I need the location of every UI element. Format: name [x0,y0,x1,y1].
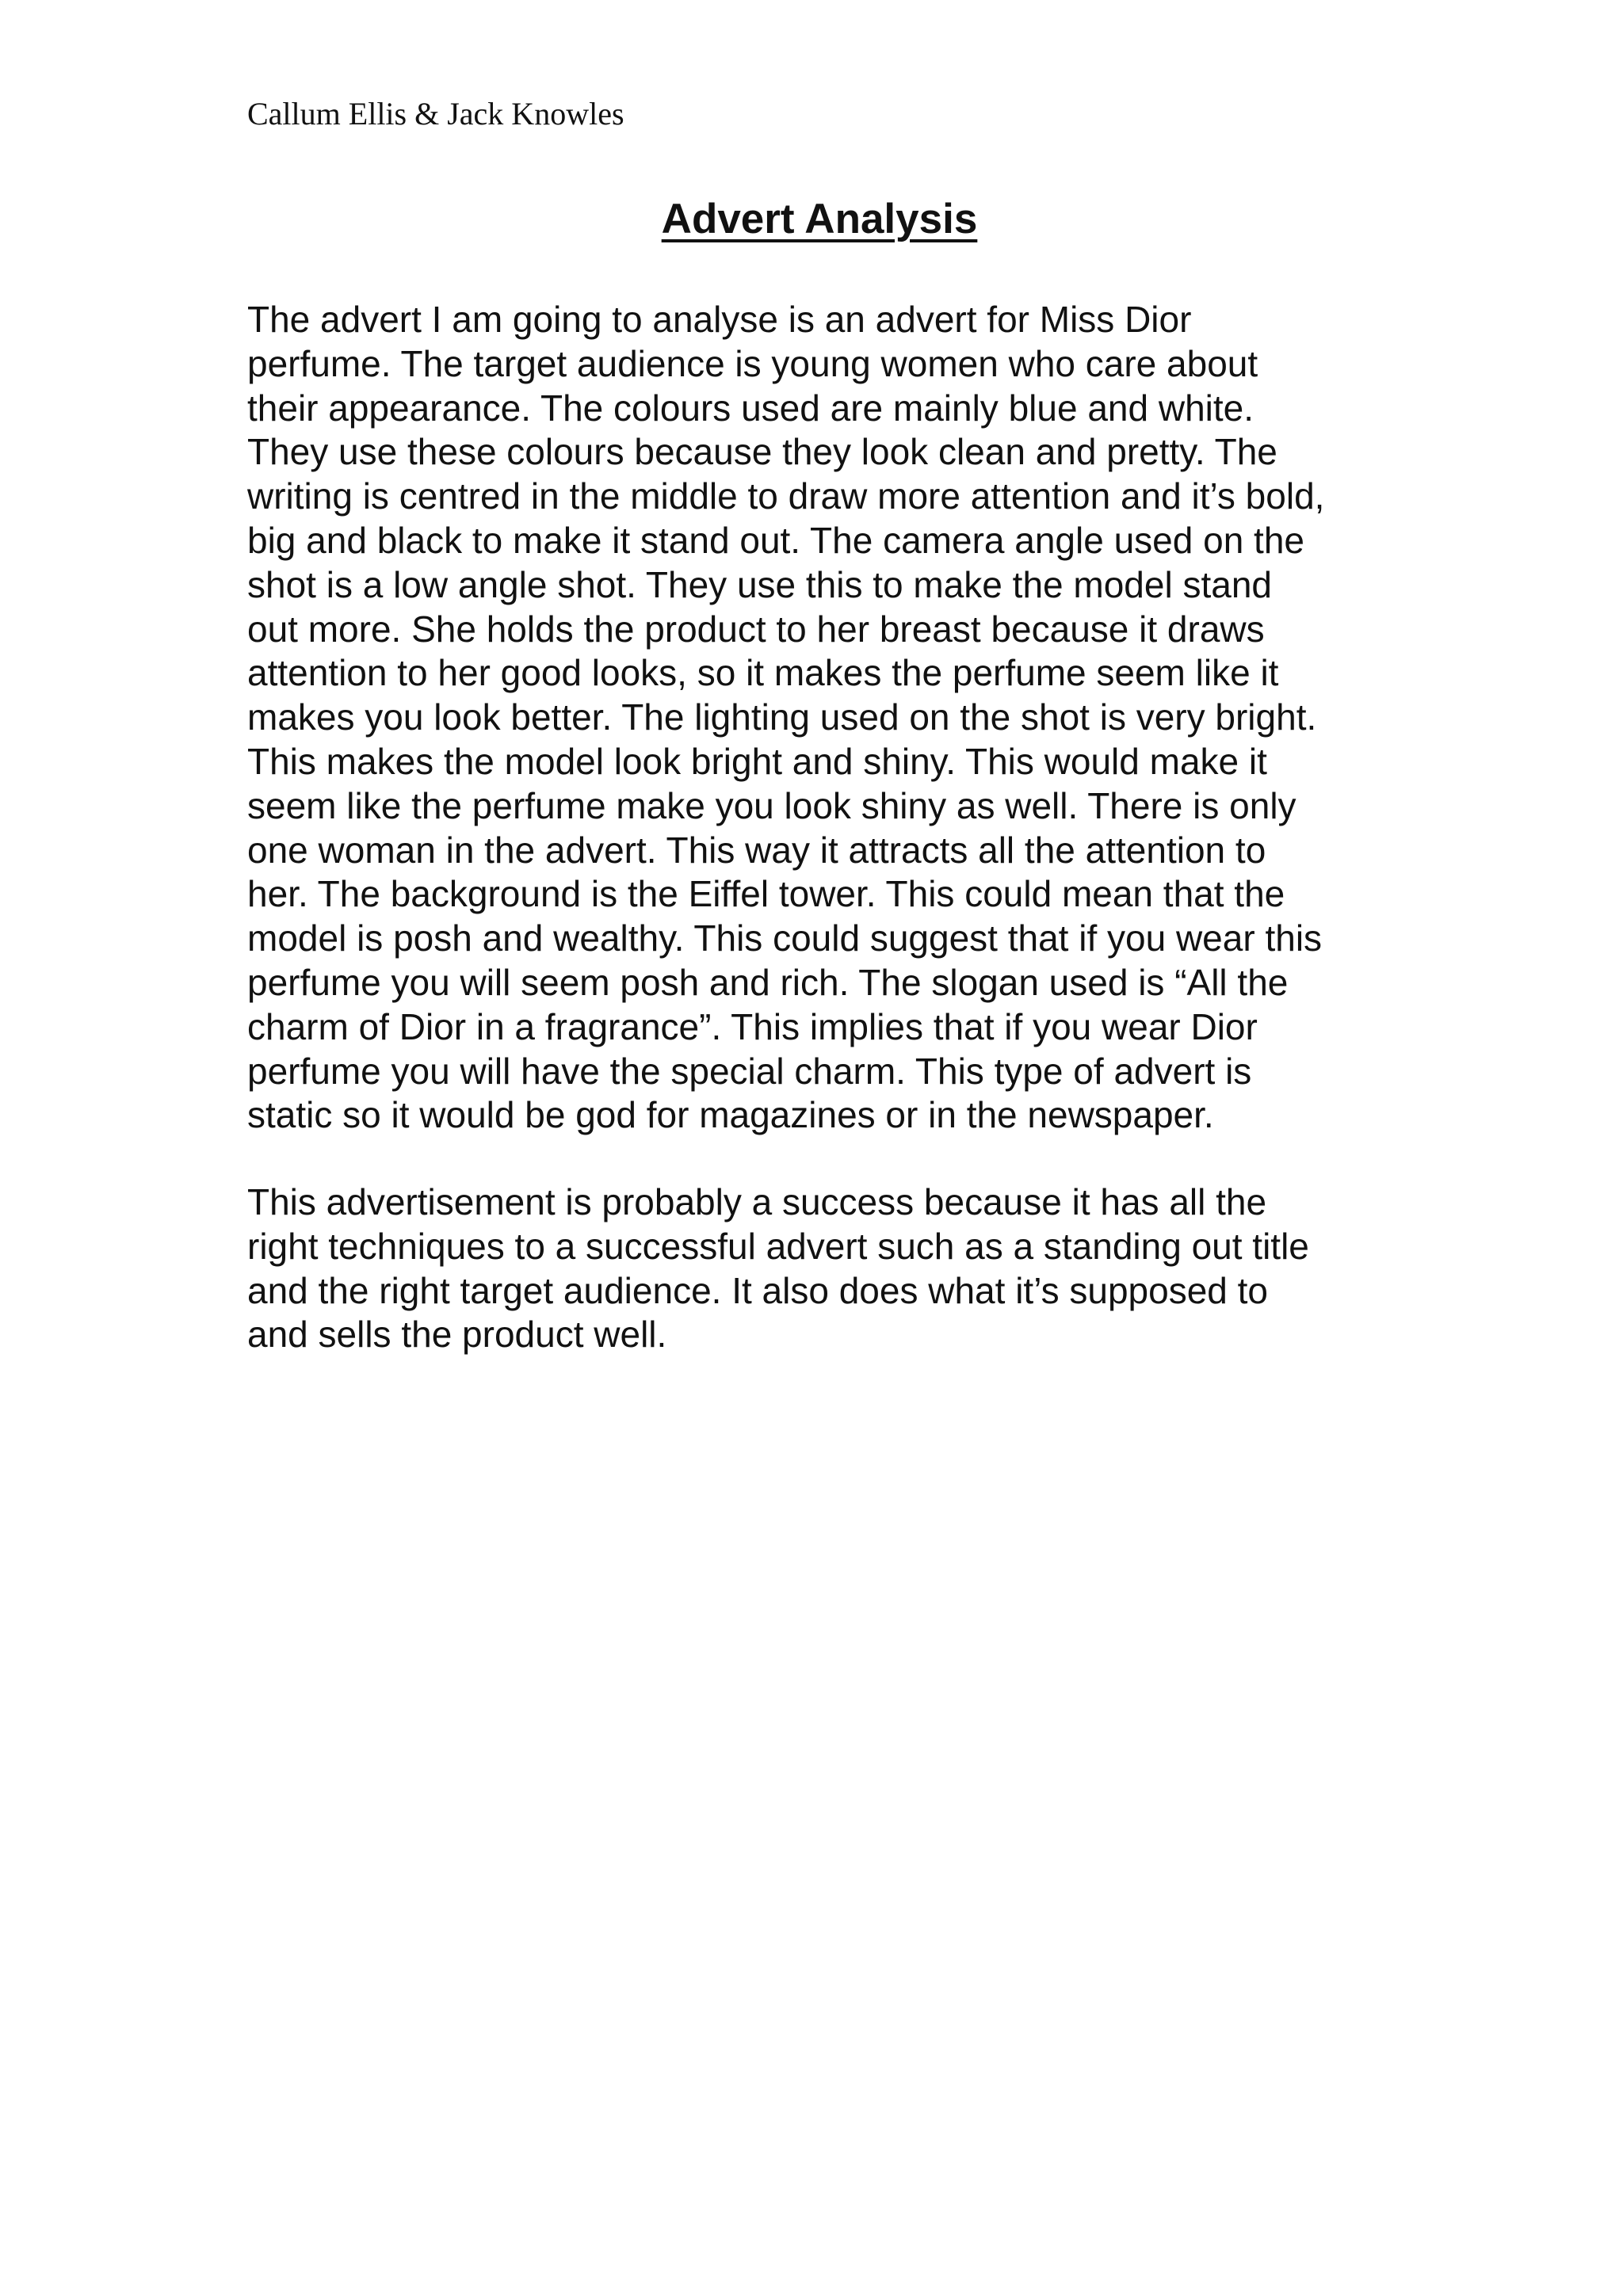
paragraph-line: This makes the model look bright and shiny. This would make it [247,740,1267,782]
paragraph-line: attention to her good looks, so it makes the perfume seem like it [247,652,1279,694]
paragraph-line: out more. She holds the product to her breast because it draws [247,608,1265,650]
paragraph-line: This advertisement is probably a success because it has all the [247,1181,1267,1222]
author-header: Callum Ellis & Jack Knowles [247,96,624,132]
paragraph-line: seem like the perfume make you look shiny as well. There is only [247,784,1296,826]
paragraph-2 [247,1180,1388,1357]
paragraph-line: big and black to make it stand out. The camera angle used on the [247,519,1304,561]
paragraph-line: static so it would be god for magazines or in the newspaper. [247,1094,1214,1136]
paragraph-line: their appearance. The colours used are mainly blue and white. [247,387,1254,429]
paragraph-line: charm of Dior in a fragrance”. This implies that if you wear Dior [247,1005,1258,1047]
paragraph-line: right techniques to a successful advert such as a standing out title [247,1225,1309,1267]
paragraph-line: perfume you will seem posh and rich. The slogan used is “All the [247,961,1289,1003]
paragraph-line: perfume. The target audience is young women who care about [247,342,1258,384]
paragraph-line: perfume you will have the special charm. This type of advert is [247,1050,1252,1092]
paragraph-line: model is posh and wealthy. This could suggest that if you wear this [247,917,1323,959]
page-title [0,195,1623,243]
paragraph-line: The advert I am going to analyse is an advert for Miss Dior [247,299,1192,340]
page-title-text: Advert Analysis [661,196,978,242]
paragraph-line: and the right target audience. It also does what it’s supposed to [247,1269,1268,1311]
paragraph-line: one woman in the advert. This way it attracts all the attention to [247,829,1266,871]
paragraph-line: shot is a low angle shot. They use this to make the model stand [247,563,1272,605]
paragraph-line: and sells the product well. [247,1314,667,1356]
paragraph-line: They use these colours because they look clean and pretty. The [247,431,1277,473]
paragraph-line: her. The background is the Eiffel tower. This could mean that the [247,873,1285,915]
paragraph-1 [247,298,1388,1138]
paragraph-line: makes you look better. The lighting used on the shot is very bright. [247,696,1317,738]
paragraph-line: writing is centred in the middle to draw more attention and it’s bold, [247,475,1325,517]
